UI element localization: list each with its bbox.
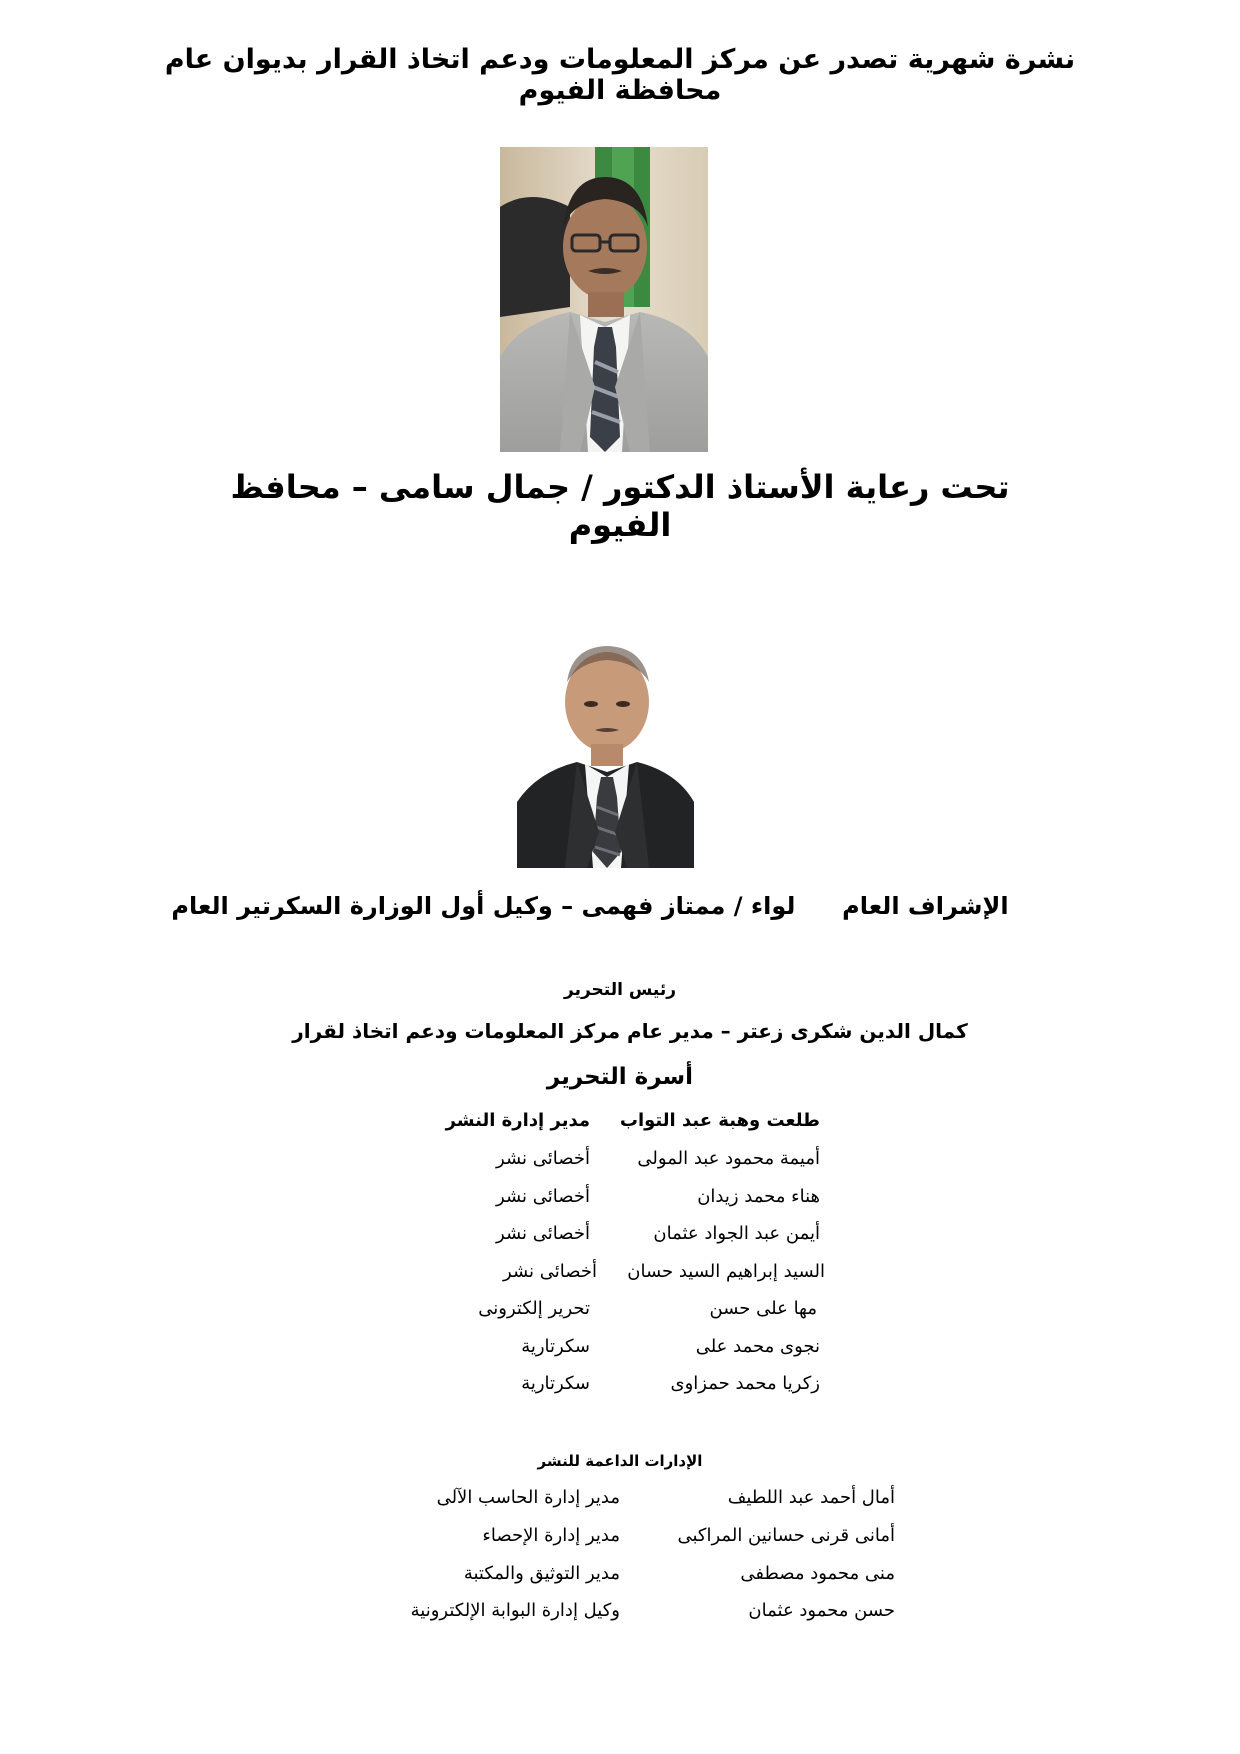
- support-member-name: أمال أحمد عبد اللطيف: [727, 1487, 895, 1508]
- family-member-role: أخصائى نشر: [496, 1186, 590, 1207]
- chief-editor-heading: رئيس التحرير: [564, 980, 676, 1000]
- support-member-role: مدير إدارة الحاسب الآلى: [436, 1487, 620, 1508]
- family-member-name: أيمن عبد الجواد عثمان: [653, 1223, 820, 1244]
- family-member-name: السيد إبراهيم السيد حسان: [627, 1261, 825, 1282]
- family-member-name: زكريا محمد حمزاوى: [670, 1373, 820, 1394]
- support-member-role: مدير التوثيق والمكتبة: [463, 1563, 620, 1584]
- supporting-departments-heading: الإدارات الداعمة للنشر: [537, 1452, 703, 1470]
- governor-photo: [500, 147, 708, 452]
- family-member-name: نجوى محمد على: [695, 1336, 820, 1357]
- support-member-name: منى محمود مصطفى: [740, 1563, 895, 1584]
- family-member-role: مدير إدارة النشر: [445, 1110, 590, 1131]
- family-member-role: أخصائى نشر: [496, 1223, 590, 1244]
- supervision-text: لواء / ممتاز فهمى – وكيل أول الوزارة السكرتير العام: [171, 892, 796, 920]
- family-member-role: أخصائى نشر: [496, 1148, 590, 1169]
- support-member-name: حسن محمود عثمان: [748, 1600, 895, 1621]
- family-member-name: هناء محمد زيدان: [697, 1186, 820, 1207]
- bulletin-title: نشرة شهرية تصدر عن مركز المعلومات ودعم اتخاذ القرار بديوان عام محافظة الفيوم: [164, 44, 1076, 106]
- support-member-role: مدير إدارة الإحصاء: [482, 1525, 620, 1546]
- family-member-name: طلعت وهبة عبد التواب: [619, 1110, 820, 1131]
- family-member-name: مها على حسن: [709, 1298, 817, 1319]
- secretary-general-photo: [517, 632, 694, 868]
- family-member-name: أميمة محمود عبد المولى: [637, 1148, 820, 1169]
- support-member-role: وكيل إدارة البوابة الإلكترونية: [410, 1600, 620, 1621]
- family-member-role: أخصائى نشر: [503, 1261, 597, 1282]
- patron-line: تحت رعاية الأستاذ الدكتور / جمال سامى – محافظ الفيوم: [230, 468, 1010, 544]
- family-member-role: تحرير إلكترونى: [478, 1298, 590, 1319]
- chief-editor-name: كمال الدين شكرى زعتر – مدير عام مركز المعلومات ودعم اتخاذ لقرار: [292, 1019, 968, 1043]
- general-supervision-line: [150, 892, 1030, 920]
- editorial-family-heading: أسرة التحرير: [546, 1064, 694, 1090]
- family-member-role: سكرتارية: [521, 1336, 590, 1357]
- support-member-name: أمانى قرنى حسانين المراكبى: [677, 1525, 895, 1546]
- family-member-role: سكرتارية: [521, 1373, 590, 1394]
- supervision-label: الإشراف العام: [842, 892, 1009, 920]
